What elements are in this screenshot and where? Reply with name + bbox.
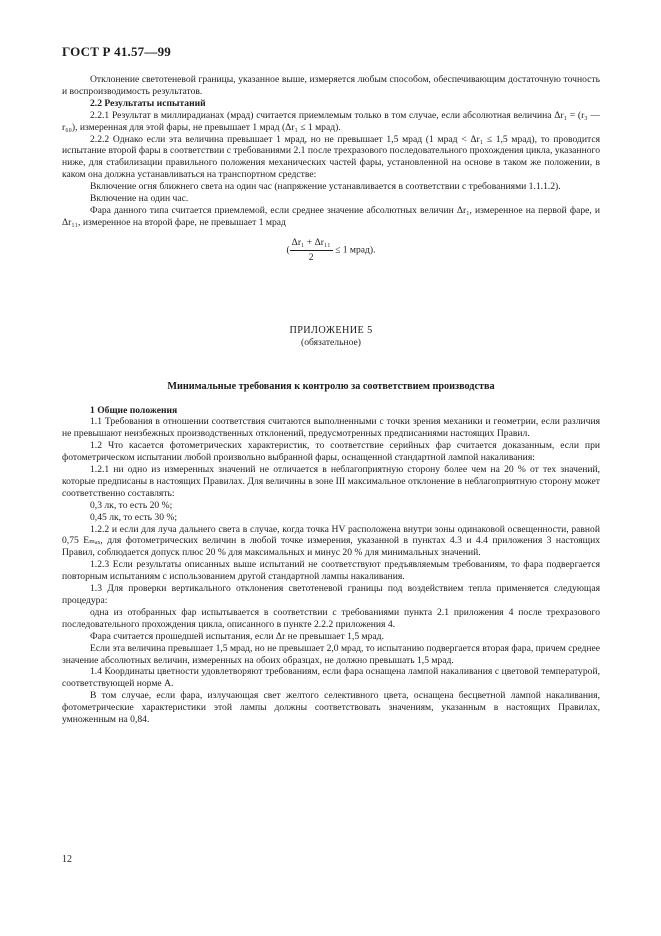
paragraph: 2.2.1 Результат в миллирадианах (мрад) считается приемлемым только в том случае, если абсолютная величина Δr₁ = (r₃ — r₆₀), измеренная для этой фары, не превышает 1 мрад (Δr₁ ≤ 1 мрад). [62,109,600,133]
paragraph: Если эта величина превышает 1,5 мрад, но не превышает 2,0 мрад, то испытанию подвергается вторая фара, причем среднее значение абсолютных величин, измеренных на обоих образцах, не должно превышать 1,5 мрад. [62,642,600,666]
paragraph: 1.3 Для проверки вертикального отклонения светотеневой границы под воздействием тепла применяется следующая процедура: [62,583,600,606]
paragraph: 2.2.2 Однако если эта величина превышает 1 мрад, но не превышает 1,5 мрад (1 мрад < Δr₁ ≤ 1,5 мрад), то проводится испытание второй фары в соответствии с требованиями 2.1 после трехразового последовательного прохождения цикла, указанного ниже, для стабилизации правильного положения механических частей фары, установленной на основе в таком же положении, в каком она должна устанавливаться на транспортном средстве: [62,133,600,181]
paragraph: 0,45 лк, то есть 30 %; [90,511,178,523]
annex-subtitle: (обязательное) [301,336,361,348]
document-header: ГОСТ Р 41.57—99 [62,44,171,59]
subsection-heading: 1 Общие положения [90,404,178,416]
subsection-heading: 2.2 Результаты испытаний [90,97,206,109]
paragraph: Включение на один час. [90,193,189,205]
paragraph: 1.2.2 и если для луча дальнего света в случае, когда точка HV расположена внутри зоны одинаковой освещенности, равной 0,75 Eₘₐₓ, для фотометрических величин в любой точке измерения, указанной в пунктах 4.3 и 4.4 приложения 3 настоящих Правил, соблюдается допуск плюс 20 % для максимальных и минус 20 % для минимальных значений. [62,523,600,559]
page-number: 12 [62,854,72,865]
formula-tail: ≤ 1 мрад). [335,244,376,256]
formula [62,237,600,267]
paragraph: 1.1 Требования в отношении соответствия считаются выполненными с точки зрения механики и геометрии, если различия не превышают неизбежных производственных отклонений, предусмотренных предписаниями настоящих Правил. [62,416,600,440]
paragraph: 1.2 Что касается фотометрических характеристик, то соответствие серийных фар считается доказанным, если при фотометрическом испытании любой произвольно выбранной фары, оснащенной стандартной лампой накаливания: [62,440,600,464]
paragraph: В том случае, если фара, излучающая свет желтого селективного цвета, оснащена бесцветной лампой накаливания, фотометрические характеристики этой лампы должны соответствовать значениям, указанным в настоящих Правилах, умноженным на 0,84. [62,690,600,726]
paragraph: одна из отобранных фар испытывается в соответствии с требованиями пункта 2.1 приложения 4 после трехразового последовательного прохождения цикла, описанного в пункте 2.2.2 приложения 4. [62,606,600,630]
formula-fraction [290,237,333,264]
paragraph: Фара данного типа считается приемлемой, если среднее значение абсолютных величин Δr₁, измеренное на первой фаре, и Δr₁₁, измеренное на второй фаре, не превышает 1 мрад [62,204,600,228]
annex-title: ПРИЛОЖЕНИЕ 5 [289,324,373,336]
formula-denominator: 2 [308,251,314,263]
formula-numerator: Δr₁ + Δr₁₁ [290,237,333,251]
paragraph: Фара считается прошедшей испытания, если Δr не превышает 1,5 мрад. [90,630,384,642]
paragraph: 0,3 лк, то есть 20 %; [90,499,173,511]
paragraph: Включение огня ближнего света на один час (напряжение устанавливается в соответствии с требованиями 1.1.1.2). [90,181,561,193]
paragraph: 1.2.1 ни одно из измеренных значений не отличается в неблагоприятную сторону более чем на 20 % от тех значений, которые предписаны в настоящих Правилах. Для величины в зоне III максимальное отклонение в неблагоприятную сторону может соответственно составлять: [62,464,600,499]
paragraph: 1.4 Координаты цветности удовлетворяют требованиям, если фара оснащена лампой накаливания с цветовой температурой, соответствующей норме А. [62,666,600,690]
formula-open: ( [286,244,290,256]
annex-sections [62,405,600,726]
document-body [62,74,600,726]
paragraph: 1.2.3 Если результаты описанных выше испытаний не соответствуют предъявляемым требованиям, то фара подвергается повторным испытаниям с использованием другой стандартной лампы накаливания. [62,559,600,583]
paragraph: Отклонение светотеневой границы, указанное выше, измеряется любым способом, обеспечивающим достаточную точность и воспроизводимость результатов. [62,74,600,97]
annex-heading: Минимальные требования к контролю за соответствием производства [167,380,495,392]
